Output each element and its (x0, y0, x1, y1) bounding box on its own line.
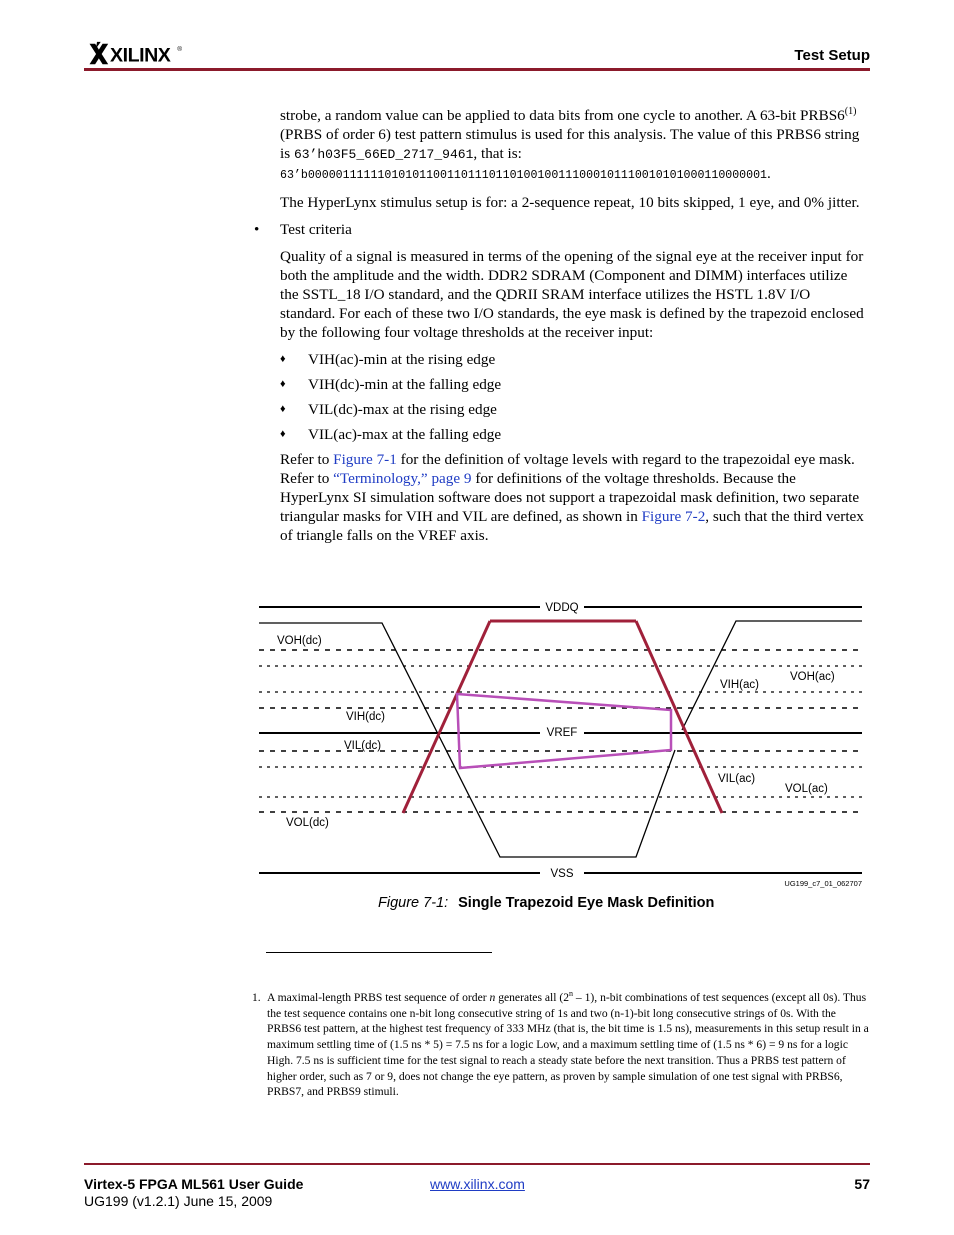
paragraph-quality: Quality of a signal is measured in terms of the opening of the signal eye at the receiver input for both the amplitude and the width. DDR2 SDRAM (Component and DIMM) interfaces utilize the SSTL_18 I/O standard, and the QDRII SRAM interface utilizes the HSTL 1.8V I/O standard. For each of these two I/O standards, the eye mask is defined by the trapezoid enclosed by the following four voltage thresholds at the receiver input: (280, 248, 864, 341)
figure-code: UG199_c7_01_062707 (784, 879, 862, 888)
eye-mask-figure (252, 594, 872, 894)
xilinx-logo-mark (90, 42, 109, 64)
footnote (252, 990, 870, 1100)
section-title: Test Setup (794, 47, 870, 64)
paragraph-text: Refer to (280, 451, 334, 468)
logo-text: XILINX (110, 44, 171, 67)
label-voh-dc: VOH(dc) (277, 635, 322, 647)
prbs-binary-value: 63’b000001111110101011001101110110100100111000101110010101000110000001 (280, 169, 768, 182)
link-terminology[interactable]: “Terminology,” page 9 (333, 470, 472, 487)
diamond-bullet-icon: ♦ (280, 403, 286, 415)
footnote-rule (266, 952, 492, 953)
paragraph-refer (280, 450, 868, 545)
label-vss: VSS (550, 868, 574, 880)
footnote-text (267, 990, 870, 1100)
footer-rule (84, 1163, 870, 1165)
footnote-segment: n (489, 991, 496, 1004)
paragraph-text: . (767, 165, 771, 182)
bullet-test-criteria (254, 220, 868, 239)
threshold-item (280, 350, 868, 369)
threshold-text: VIH(ac)-min at the rising edge (308, 351, 496, 368)
footnote-segment: A maximal-length PRBS test sequence of order (267, 991, 490, 1004)
figure-number: Figure 7-1: (378, 895, 449, 911)
diamond-bullet-icon: ♦ (280, 428, 286, 440)
figure-labels (277, 602, 862, 888)
figure-title: Single Trapezoid Eye Mask Definition (458, 895, 715, 911)
link-figure-7-1[interactable]: Figure 7-1 (333, 451, 397, 468)
footnote-number: 1. (252, 991, 261, 1004)
label-vref: VREF (546, 727, 578, 739)
threshold-item (280, 400, 868, 419)
paragraph-text: strobe, a random value can be applied to data bits from one cycle to another. A 63-bit PRBS6 (280, 107, 845, 124)
threshold-item (280, 375, 868, 394)
signal-traces (259, 621, 862, 857)
link-figure-7-2[interactable]: Figure 7-2 (641, 508, 706, 525)
body-text (254, 105, 868, 553)
paragraph-stimulus: The HyperLynx stimulus setup is for: a 2-sequence repeat, 10 bits skipped, 1 eye, and 0% jitter. (280, 194, 860, 211)
label-voh-ac: VOH(ac) (790, 671, 835, 683)
footnote-superscript: n (569, 989, 574, 999)
label-vil-dc: VIL(dc) (344, 740, 382, 752)
footer-doc-id: UG199 (v1.2.1) June 15, 2009 (84, 1193, 273, 1209)
logo-registered-mark: ® (177, 46, 183, 54)
rising-edge-trace (682, 621, 862, 730)
paragraph-prbs (280, 106, 868, 185)
footer-doc-title: Virtex-5 FPGA ML561 User Guide (84, 1176, 304, 1192)
figure-caption (378, 895, 714, 911)
label-vddq: VDDQ (545, 602, 579, 614)
footnote-segment: generates all (2 (495, 991, 570, 1004)
page-header (84, 38, 870, 70)
threshold-text: VIH(dc)-min at the falling edge (308, 376, 502, 393)
prbs-hex-value: 63’h03F5_66ED_2717_9461 (293, 147, 474, 162)
diamond-bullet-icon: ♦ (280, 378, 286, 390)
paragraph-text: (PRBS of order 6) test pattern stimulus is used for this analysis. The value of this PRBS6 string is (280, 126, 860, 162)
label-vih-ac: VIH(ac) (720, 679, 759, 691)
paragraph-text: for definitions of the voltage thresholds. Because the HyperLynx SI simulation software does not support a trapezoidal mask definition, two separate triangular masks for VIH and VIL are defined, as shown in (280, 470, 860, 525)
threshold-text: VIL(ac)-max at the falling edge (308, 426, 502, 443)
xilinx-logo (84, 40, 194, 68)
label-vol-ac: VOL(ac) (785, 783, 828, 795)
paragraph-text: , that is: (473, 145, 522, 162)
footnote-ref[interactable]: (1) (844, 105, 857, 117)
header-rule (84, 68, 870, 71)
threshold-item (280, 425, 868, 444)
bullet-label: Test criteria (280, 221, 352, 238)
paragraph-text: , such that the third vertex of triangle falls on the VREF axis. (280, 508, 864, 544)
page-number: 57 (854, 1176, 870, 1192)
label-vil-ac: VIL(ac) (718, 773, 756, 785)
threshold-text: VIL(dc)-max at the rising edge (308, 401, 497, 418)
label-vol-dc: VOL(dc) (286, 817, 329, 829)
paragraph-text: for the definition of voltage levels with regard to the trapezoidal eye mask. Refer to (280, 451, 855, 487)
label-vih-dc: VIH(dc) (346, 711, 385, 723)
footnote-segment: – 1), n-bit combinations of test sequences (except all 0s). Thus the test sequence contains one n-bit long consecutive string of 1s and two (n-1)-bit long consecutive strings of 0s. With the PRBS6 test pattern, at the highest test frequency of 333 MHz (that is, the bit time is 1.5 ns), measurements in this setup result in a maximum settling time of (1.5 ns * 5) = 7.5 ns for a logic Low, and a maximum settling time of (1.5 ns * 6) = 9 ns for a logic High. 7.5 ns is sufficient time for the test signal to reach a steady state before the next transition. Thus a PRBS test pattern of higher order, such as 7 or 9, does not change the eye pattern, as proven by sample simulation of one test signal with PRBS6, PRBS7, and PRBS9 stimuli. (267, 991, 869, 1099)
bullet-icon: • (254, 221, 260, 238)
footer-url-link[interactable]: www.xilinx.com (430, 1176, 525, 1192)
diamond-bullet-icon: ♦ (280, 353, 286, 365)
